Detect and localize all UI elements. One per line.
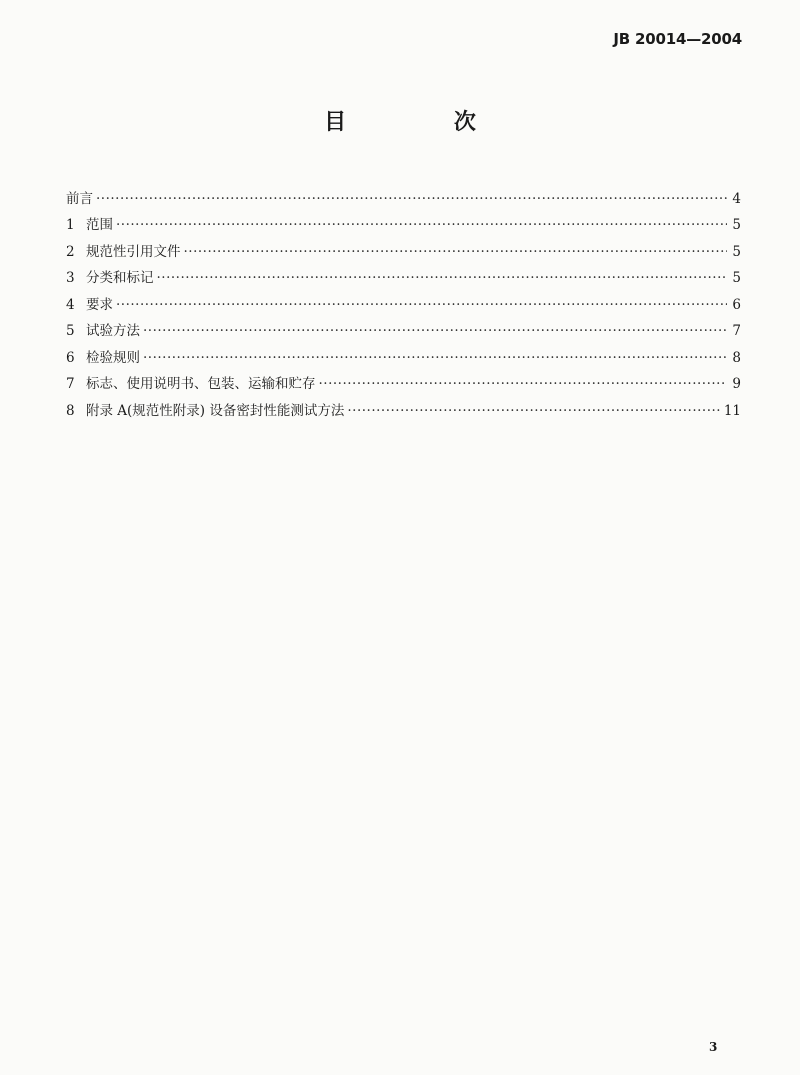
- toc-entry-1[interactable]: [66, 207, 741, 234]
- toc-entry-number: 8: [66, 402, 75, 419]
- toc-entry-page: 9: [732, 376, 741, 392]
- dot-leader: [143, 350, 727, 366]
- toc-entry-2[interactable]: [66, 233, 741, 260]
- toc-entry-page: 5: [732, 270, 741, 286]
- toc-entry-label: 前言: [66, 190, 93, 207]
- toc-entry-label: 分类和标记: [86, 270, 154, 286]
- dot-leader: [184, 244, 728, 260]
- dot-leader: [96, 191, 727, 207]
- dot-leader: [116, 217, 727, 233]
- page-number: 3: [709, 1040, 718, 1054]
- toc-entry-6[interactable]: [66, 339, 741, 366]
- toc-entry-8[interactable]: [66, 392, 741, 419]
- toc-entry-page: 7: [732, 323, 741, 339]
- toc-entry-number: 3: [66, 270, 75, 286]
- toc-entry-number: 6: [66, 349, 75, 366]
- toc-entry-3[interactable]: [66, 260, 741, 287]
- toc-entry-5[interactable]: [66, 313, 741, 340]
- toc-entry-label: 要求: [86, 296, 113, 313]
- toc-entry-label: 试验方法: [86, 323, 140, 339]
- toc-title: 目 次: [324, 110, 526, 135]
- toc-entry-number: 2: [66, 243, 75, 260]
- toc-entry-page: 8: [732, 349, 741, 366]
- toc-entry-label: 附录 A(规范性附录) 设备密封性能测试方法: [86, 402, 345, 419]
- toc-entry-number: 4: [66, 296, 75, 313]
- toc-entry-label: 标志、使用说明书、包装、运输和贮存: [86, 376, 316, 392]
- dot-leader: [143, 323, 727, 339]
- toc-entry-page: 6: [732, 296, 741, 313]
- toc-entry-label: 范围: [86, 217, 113, 233]
- dot-leader: [116, 297, 727, 313]
- toc-entry-foreword[interactable]: [66, 180, 741, 207]
- table-of-contents: [66, 180, 741, 419]
- toc-entry-4[interactable]: [66, 286, 741, 313]
- toc-entry-number: 5: [66, 323, 75, 339]
- standard-number: JB 20014—2004: [613, 30, 742, 48]
- dot-leader: [319, 376, 728, 392]
- toc-entry-page: 11: [723, 402, 741, 419]
- toc-entry-page: 4: [732, 190, 741, 207]
- toc-entry-number: 1: [66, 217, 75, 233]
- toc-entry-label: 规范性引用文件: [86, 243, 181, 260]
- toc-entry-number: 7: [66, 376, 75, 392]
- toc-entry-page: 5: [732, 243, 741, 260]
- dot-leader: [157, 270, 728, 286]
- toc-entry-label: 检验规则: [86, 349, 140, 366]
- toc-entry-page: 5: [732, 217, 741, 233]
- toc-entry-7[interactable]: [66, 366, 741, 393]
- dot-leader: [347, 403, 719, 419]
